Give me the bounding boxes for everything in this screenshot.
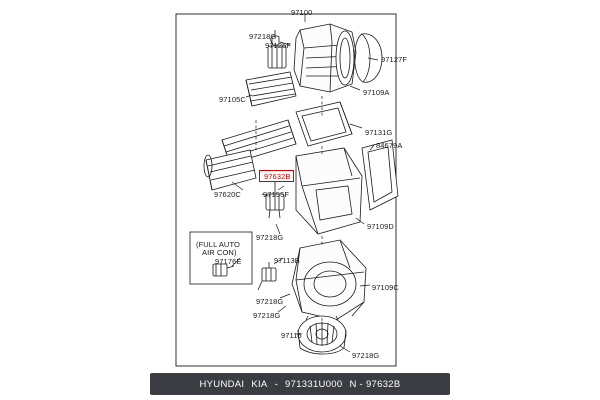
separator-dash: - [274, 378, 279, 390]
label-97116: 97116 [281, 331, 302, 340]
label-97127F: 97127F [381, 55, 408, 64]
label-97218G-left: 97218G [253, 311, 281, 320]
label-97176E: 97176E [215, 257, 242, 266]
brand-kia: KIA [251, 378, 268, 390]
right-margin [588, 0, 600, 400]
label-97620C: 97620C [214, 190, 241, 199]
label-97105C: 97105C [219, 95, 246, 104]
label-top-assembly: 97100 [291, 8, 313, 17]
label-97131G: 97131G [365, 128, 393, 137]
label-97155F: 97155F [263, 190, 290, 199]
footer-bar [150, 373, 450, 395]
label-97125F: 97125F [265, 41, 292, 50]
label-97109D: 97109D [367, 222, 394, 231]
label-97218G-top: 97218G [249, 32, 277, 41]
label-full-auto-line1: (FULL AUTO [196, 240, 240, 249]
part-number: 971331U000 [285, 378, 343, 390]
left-margin [0, 0, 12, 400]
label-84679A: 84679A [376, 141, 403, 150]
label-97109A: 97109A [363, 88, 390, 97]
label-97218G-bottom: 97218G [352, 351, 380, 360]
brand-hyundai: HYUNDAI [199, 378, 245, 390]
part-code: N - 97632B [349, 378, 401, 390]
label-97113B: 97113B [274, 256, 300, 265]
label-97218G-mid: 97218G [256, 233, 284, 242]
label-97109C: 97109C [372, 283, 399, 292]
label-97632B: 97632B [264, 172, 291, 181]
label-97218G-low: 97218G [256, 297, 284, 306]
label-full-auto-line2: AIR CON) [202, 248, 237, 257]
